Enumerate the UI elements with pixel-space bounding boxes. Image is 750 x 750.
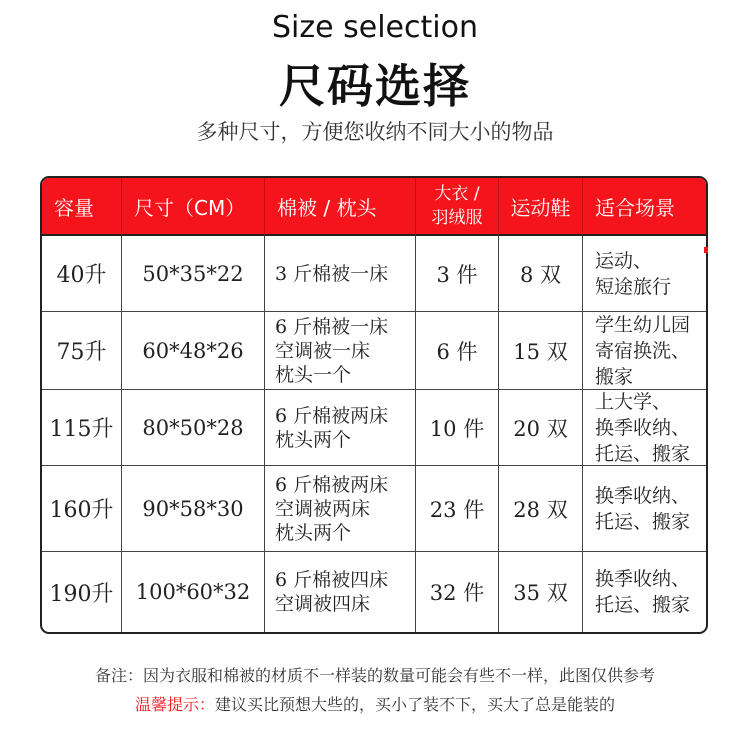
quilt-cell (265, 390, 416, 466)
scene-line: 托运、搬家 (595, 510, 691, 533)
quilt-cell (265, 236, 416, 312)
quilt-line: 6 斤棉被一床 (275, 315, 389, 338)
quilt-cell (265, 552, 416, 632)
scene-line: 学生幼儿园 (595, 313, 691, 336)
scene-line: 换季收纳、 (595, 568, 691, 590)
shoes-cell: 28 双 (499, 466, 583, 552)
quilt-line: 3 斤棉被一床 (275, 262, 389, 285)
header-coats (416, 178, 499, 236)
header-coats-line2: 羽绒服 (431, 208, 483, 228)
shoes-cell: 15 双 (499, 312, 583, 390)
tip-text: 建议买比预想大些的，买小了装不下，买大了总是能装的 (215, 695, 616, 714)
shoes-cell: 8 双 (499, 236, 583, 312)
coats-cell: 10 件 (416, 390, 499, 466)
decor-mark (42, 228, 46, 234)
quilt-line: 空调被四床 (275, 593, 371, 615)
capacity-cell: 75升 (42, 312, 122, 390)
capacity-cell: 190升 (42, 552, 122, 632)
size-table (40, 176, 708, 634)
coats-cell: 3 件 (416, 236, 499, 312)
size-cell: 50*35*22 (122, 236, 265, 312)
decor-mark (704, 247, 708, 253)
scene-line: 运动、 (595, 249, 653, 272)
remark-note: 备注：因为衣服和棉被的材质不一样装的数量可能会有些不一样，此图仅供参考 (94, 666, 655, 685)
coats-cell: 23 件 (416, 466, 499, 552)
size-cell: 60*48*26 (122, 312, 265, 390)
scene-cell (583, 390, 706, 466)
title-en: Size selection (272, 10, 478, 45)
header-size: 尺寸（CM） (122, 178, 265, 236)
scene-line: 换季收纳、 (595, 416, 691, 439)
shoes-cell: 20 双 (499, 390, 583, 466)
capacity-cell: 40升 (42, 236, 122, 312)
header-capacity: 容量 (42, 178, 122, 236)
quilt-line: 空调被两床 (275, 497, 371, 520)
tip-label: 温馨提示： (134, 695, 215, 714)
scene-line: 搬家 (595, 365, 634, 388)
capacity-cell: 160升 (42, 466, 122, 552)
header-shoes: 运动鞋 (499, 178, 583, 236)
subtitle: 多种尺寸，方便您收纳不同大小的物品 (196, 120, 554, 144)
quilt-line: 枕头两个 (275, 428, 352, 451)
header-scene: 适合场景 (583, 178, 706, 236)
size-cell: 90*58*30 (122, 466, 265, 552)
scene-cell (583, 466, 706, 552)
scene-line: 上大学、 (595, 390, 672, 413)
quilt-cell (265, 466, 416, 552)
size-cell: 100*60*32 (122, 552, 265, 632)
quilt-line: 枕头两个 (275, 521, 352, 544)
scene-cell (583, 312, 706, 390)
scene-line: 托运、搬家 (595, 594, 691, 616)
quilt-line: 空调被一床 (275, 339, 371, 362)
scene-cell (583, 236, 706, 312)
coats-cell: 6 件 (416, 312, 499, 390)
quilt-line: 6 斤棉被两床 (275, 404, 389, 427)
scene-line: 短途旅行 (595, 275, 672, 298)
header-quilt: 棉被 / 枕头 (265, 178, 416, 236)
scene-line: 寄宿换洗、 (595, 339, 691, 362)
scene-line: 换季收纳、 (595, 484, 691, 507)
size-cell: 80*50*28 (122, 390, 265, 466)
capacity-cell: 115升 (42, 390, 122, 466)
tip-note (0, 692, 750, 715)
quilt-line: 枕头一个 (275, 363, 352, 386)
scene-cell (583, 552, 706, 632)
quilt-cell (265, 312, 416, 390)
quilt-line: 6 斤棉被两床 (275, 473, 389, 496)
scene-line: 托运、搬家 (595, 442, 691, 465)
page-title: 尺码选择 (279, 59, 471, 113)
quilt-line: 6 斤棉被四床 (275, 569, 389, 591)
header-coats-line1: 大衣 / (434, 184, 480, 204)
coats-cell: 32 件 (416, 552, 499, 632)
shoes-cell: 35 双 (499, 552, 583, 632)
